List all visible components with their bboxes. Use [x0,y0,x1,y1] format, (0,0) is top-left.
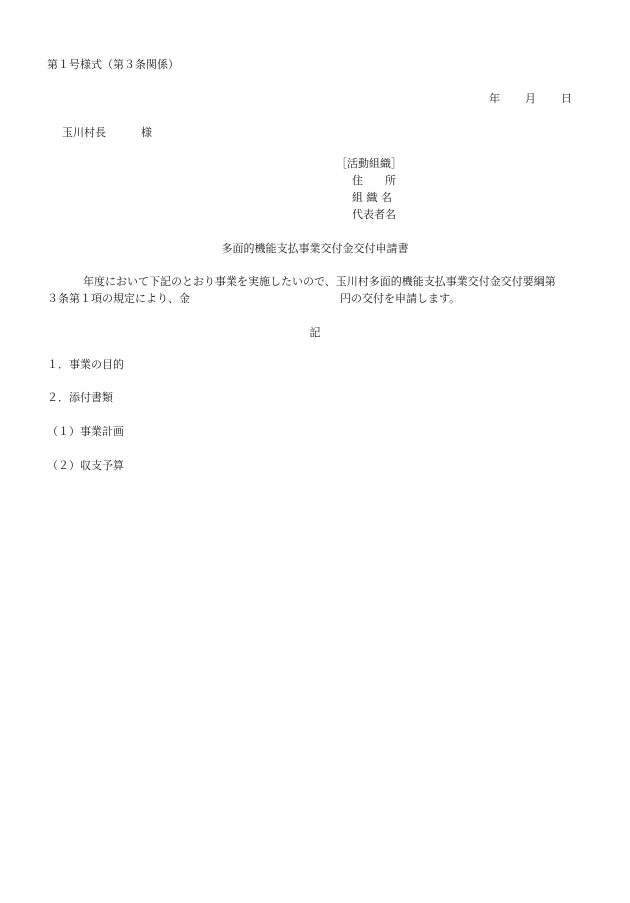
addressee-honorific: 様 [141,126,152,139]
sub-item-business-plan: （１）事業計画 [47,425,124,438]
addressee-name: 玉川村長 [62,126,106,139]
organization-name-label: 組 織 名 [352,191,392,204]
sub-item-budget: （２）収支予算 [47,459,124,472]
document-title: 多面的機能支払事業交付金交付申請書 [221,242,409,255]
date-day-label: 日 [561,92,572,105]
organization-representative-label: 代表者名 [352,208,396,221]
body-text-line-1: 年度において下記のとおり事業を実施したいので、玉川村多面的機能支払事業交付金交付要綱第 [83,275,556,288]
form-number-label: 第１号様式（第３条関係） [47,58,179,71]
item-attachments: ２．添付書類 [47,391,113,404]
date-year-label: 年 [489,92,500,105]
ki-heading: 記 [309,326,321,339]
date-month-label: 月 [525,92,536,105]
item-purpose: １．事業の目的 [47,358,124,371]
body-text-line-2-prefix: ３条第１項の規定により、金 [47,292,190,305]
body-text-line-2-suffix: 円の交付を申請します。 [340,292,461,305]
organization-heading: ［活動組織］ [336,157,402,170]
organization-address-label: 住 所 [352,174,396,187]
